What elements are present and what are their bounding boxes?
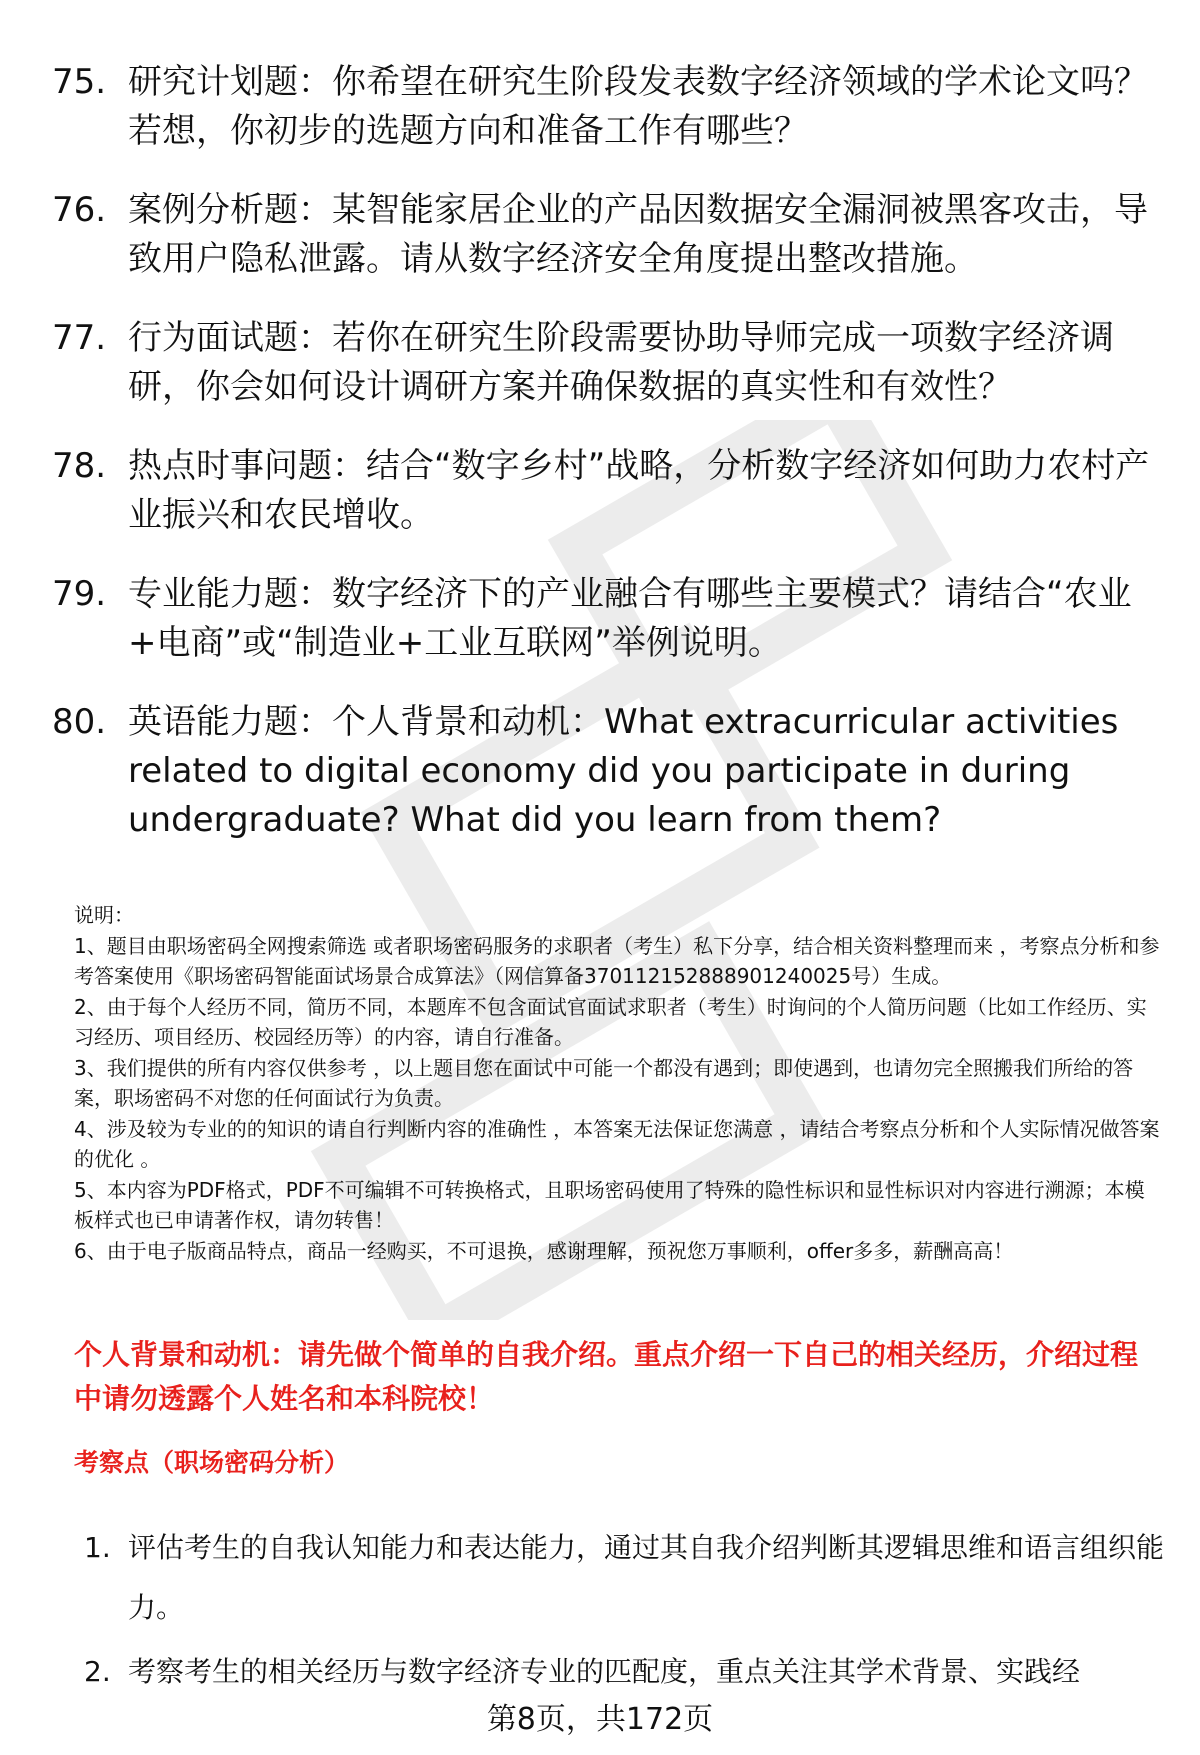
notes-section <box>74 900 1164 1266</box>
question-item <box>52 186 1162 284</box>
notes-title: 说明： <box>74 903 134 927</box>
question-heading: 个人背景和动机：请先做个简单的自我介绍。重点介绍一下自己的相关经历，介绍过程中请勿透露个人姓名和本科院校！ <box>74 1338 1139 1415</box>
question-item <box>52 698 1162 845</box>
question-text: 专业能力题：数字经济下的产业融合有哪些主要模式？请结合“农业+电商”或“制造业+工业互联网”举例说明。 <box>128 574 1132 663</box>
analysis-point <box>84 1642 1164 1702</box>
point-text: 考察考生的相关经历与数字经济专业的匹配度，重点关注其学术背景、实践经 <box>128 1655 1081 1688</box>
page-footer: 第8页，共172页 <box>486 1702 714 1737</box>
question-number: 75. <box>52 62 107 102</box>
analysis-points <box>84 1518 1164 1706</box>
question-item <box>52 442 1162 540</box>
note-item: 3、我们提供的所有内容仅供参考 ，以上题目您在面试中可能一个都没有遇到；即使遇到，也请勿完全照搬我们所给的答案，职场密码不对您的任何面试行为负责。 <box>74 1055 1134 1110</box>
question-item <box>52 570 1162 668</box>
question-text: 行为面试题：若你在研究生阶段需要协助导师完成一项数字经济调研，你会如何设计调研方案并确保数据的真实性和有效性？ <box>128 318 1114 407</box>
question-item <box>52 314 1162 412</box>
question-number: 76. <box>52 190 107 230</box>
note-item: 5、本内容为PDF格式，PDF不可编辑不可转换格式，且职场密码使用了特殊的隐性标识和显性标识对内容进行溯源；本模板样式也已申请著作权，请勿转售！ <box>74 1177 1145 1232</box>
note-item: 6、由于电子版商品特点，商品一经购买，不可退换，感谢理解，预祝您万事顺利，offer多多，薪酬高高！ <box>74 1238 1014 1263</box>
point-number: 2. <box>84 1655 111 1688</box>
question-text: 热点时事问题：结合“数字乡村”战略，分析数字经济如何助力农村产业振兴和农民增收。 <box>128 446 1150 535</box>
question-text: 英语能力题：个人背景和动机：What extracurricular activities related to digital economy did you participate in during undergraduate? What did you learn from them? <box>128 702 1119 840</box>
question-number: 78. <box>52 446 107 486</box>
question-number: 77. <box>52 318 107 358</box>
question-text: 研究计划题：你希望在研究生阶段发表数字经济领域的学术论文吗？若想，你初步的选题方向和准备工作有哪些？ <box>128 62 1148 151</box>
note-item: 1、题目由职场密码全网搜索筛选 或者职场密码服务的求职者（考生）私下分享，结合相关资料整理而来 ，考察点分析和参考答案使用《职场密码智能面试场景合成算法》（网信算备370112152888901240025号）生成。 <box>74 933 1160 988</box>
question-list <box>52 58 1162 875</box>
analysis-heading: 考察点（职场密码分析） <box>74 1448 350 1477</box>
question-number: 79. <box>52 574 107 614</box>
question-number: 80. <box>52 702 107 742</box>
point-number: 1. <box>84 1531 111 1564</box>
point-text: 评估考生的自我认知能力和表达能力，通过其自我介绍判断其逻辑思维和语言组织能力。 <box>128 1531 1165 1624</box>
note-item: 4、涉及较为专业的的知识的请自行判断内容的准确性 ，本答案无法保证您满意 ，请结合考察点分析和个人实际情况做答案的优化 。 <box>74 1116 1160 1171</box>
question-text: 案例分析题：某智能家居企业的产品因数据安全漏洞被黑客攻击，导致用户隐私泄露。请从数字经济安全角度提出整改措施。 <box>128 190 1148 279</box>
analysis-point <box>84 1518 1164 1638</box>
note-item: 2、由于每个人经历不同，简历不同，本题库不包含面试官面试求职者（考生）时询问的个人简历问题（比如工作经历、实习经历、项目经历、校园经历等）的内容，请自行准备。 <box>74 994 1147 1049</box>
question-item <box>52 58 1162 156</box>
